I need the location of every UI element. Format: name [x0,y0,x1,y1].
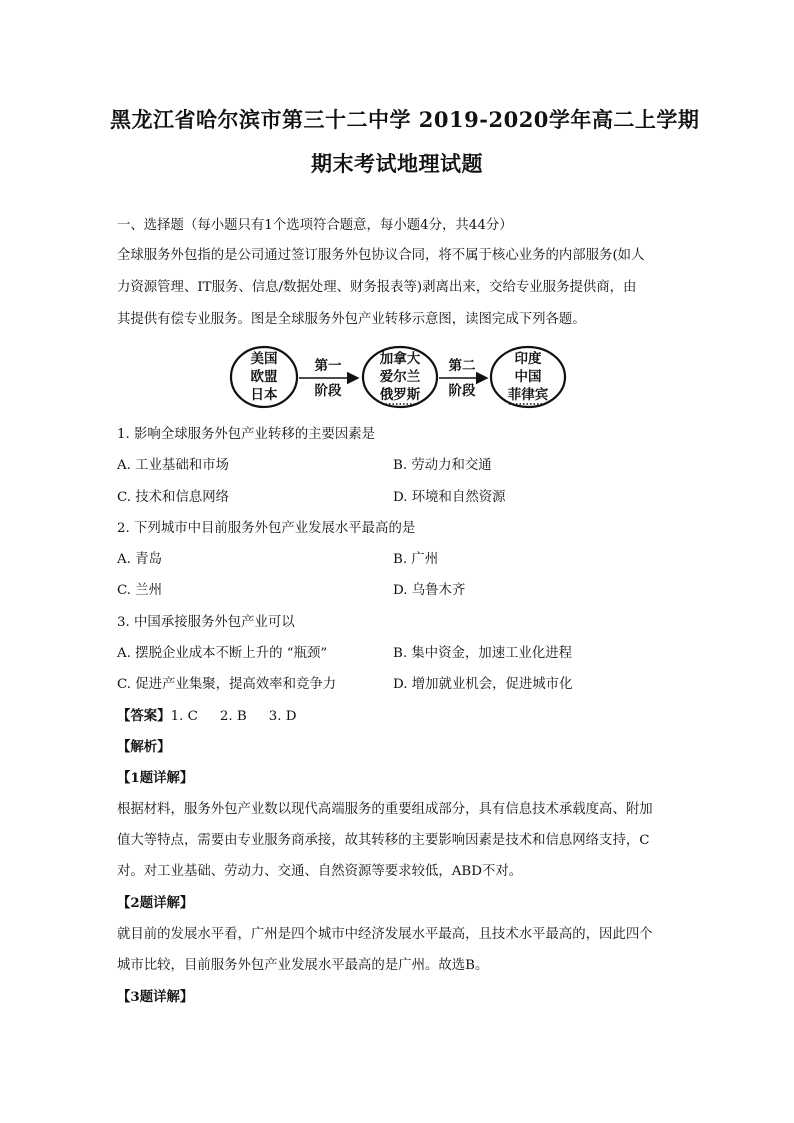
node2-label: 爱尔兰 [379,369,421,385]
analysis-text-line: 就目前的发展水平看，广州是四个城市中经济发展水平最高，且技术水平最高的，因此四个 [117,927,653,942]
answer-option: D. 乌鲁木齐 [393,583,466,598]
node3-label: 菲律宾 [507,387,549,403]
answer-item: 3. D [268,709,297,724]
answer-line [117,707,297,726]
answer-option: B. 广州 [393,552,439,567]
node1-label: 欧盟 [250,369,278,385]
answer-option: B. 劳动力和交通 [393,458,492,473]
stage1-label: 第一 [314,358,342,374]
outsourcing-transfer-diagram [228,344,568,410]
q2-detail-label: 【2题详解】 [117,895,194,911]
answer-option: A. 工业基础和市场 [117,458,229,473]
answer-option: C. 促进产业集聚，提高效率和竞争力 [117,677,337,692]
answer-item: 2. B [219,709,247,724]
answer-option: C. 兰州 [117,583,163,598]
node3-label: 中国 [514,369,542,385]
node3-label: 印度 [514,351,542,367]
answer-option: A. 摆脱企业成本不断上升的 “瓶颈” [117,646,328,661]
question-stem: 1. 影响全球服务外包产业转移的主要因素是 [117,427,376,442]
question-stem: 3. 中国承接服务外包产业可以 [117,615,295,630]
analysis-text-line: 根据材料，服务外包产业数以现代高端服务的重要组成部分，具有信息技术承载度高、附加 [117,802,653,817]
analysis-label: 【解析】 [117,739,171,755]
intro-paragraph-line: 力资源管理、IT服务、信息/数据处理、财务报表等)剥离出来，交给专业服务提供商，由 [117,280,637,295]
document-title-line2: 期末考试地理试题 [311,151,483,176]
node2-label: 加拿大 [379,351,421,367]
question-stem: 2. 下列城市中目前服务外包产业发展水平最高的是 [117,521,416,536]
stage2-label: 第二 [448,358,476,374]
q1-detail-label: 【1题详解】 [117,770,194,786]
answer-option: D. 环境和自然资源 [393,490,506,505]
analysis-text-line: 对。对工业基础、劳动力、交通、自然资源等要求较低，ABD不对。 [117,864,523,879]
analysis-text-line: 值大等特点，需要由专业服务商承接，故其转移的主要影响因素是技术和信息网络支持，C [117,833,650,848]
node1-label: 日本 [250,387,278,403]
answer-option: D. 增加就业机会，促进城市化 [393,677,573,692]
stage2-label: 阶段 [448,383,476,399]
answer-item: 1. C [170,709,198,724]
answer-label: 【答案】 [117,708,171,724]
document-title-line1: 黑龙江省哈尔滨市第三十二中学 2019-2020学年高二上学期 [110,107,700,132]
answer-option: C. 技术和信息网络 [117,490,230,505]
node2-label: 俄罗斯 [379,387,421,403]
node1-label: 美国 [250,351,278,367]
stage1-label: 阶段 [314,383,342,399]
answer-option: A. 青岛 [117,552,162,567]
section-heading: 一、选择题（每小题只有1个选项符合题意，每小题4分，共44分） [117,218,513,233]
answer-option: B. 集中资金，加速工业化进程 [393,646,573,661]
analysis-text-line: 城市比较，目前服务外包产业发展水平最高的是广州。故选B。 [117,958,489,973]
intro-paragraph-line: 其提供有偿专业服务。图是全球服务外包产业转移示意图，读图完成下列各题。 [117,312,586,327]
q3-detail-label: 【3题详解】 [117,989,194,1005]
intro-paragraph-line: 全球服务外包指的是公司通过签订服务外包协议合同，将不属于核心业务的内部服务(如人 [117,248,645,263]
